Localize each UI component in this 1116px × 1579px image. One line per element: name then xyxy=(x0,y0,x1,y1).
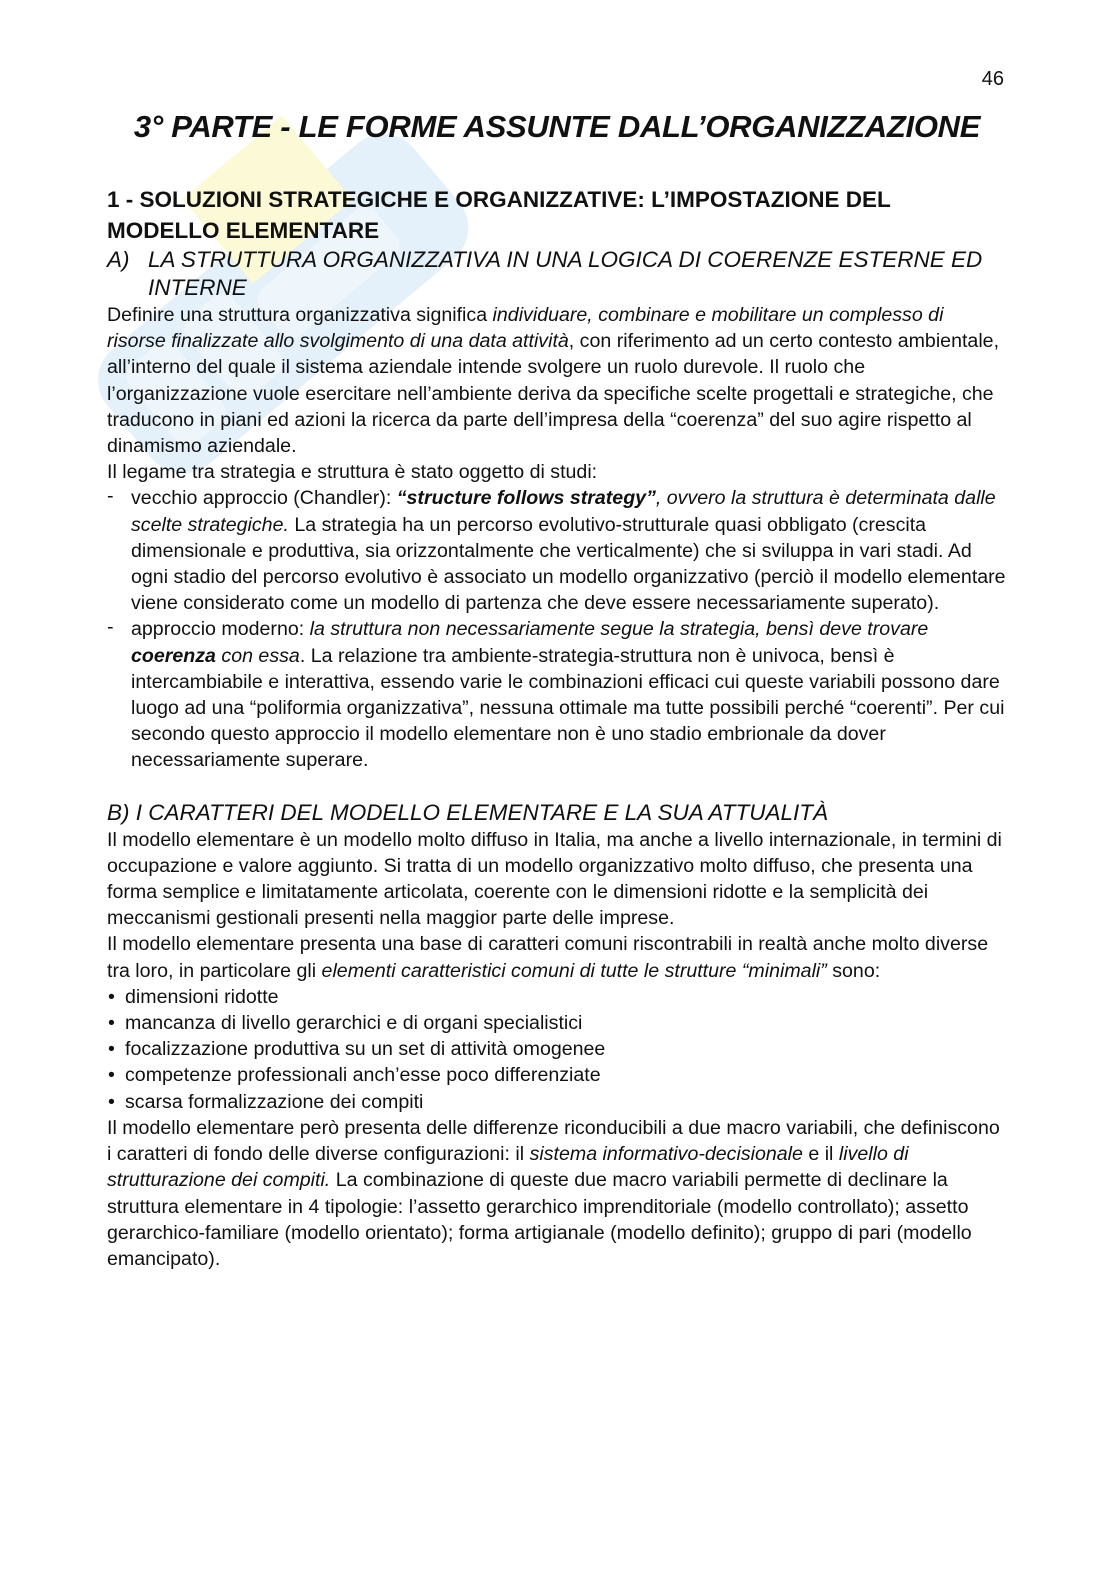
document-body xyxy=(107,108,1007,1272)
text-run: , con riferimento ad un certo contesto ambientale, all’interno del quale il sistema aziendale intende svolgere un ruolo durevole. Il ruolo che l’organizzazione vuole esercitare nell’ambiente deriva da specifiche scelte progettali e strategiche, che traducono in piani ed azioni la ricerca da parte dell’impresa della “coerenza” del suo agire rispetto al dinamismo aziendale. xyxy=(107,330,1000,458)
text-run: approccio moderno: xyxy=(131,618,310,641)
text-run: scarsa formalizzazione dei compiti xyxy=(125,1090,424,1113)
emphasis-run: elementi caratteristici comuni di tutte le strutture “minimali” xyxy=(321,959,827,982)
text-run: La combinazione di queste due macro variabili permette di declinare la struttura elementare in 4 tipologie: l’assetto gerarchico imprenditoriale (modello controllato); assetto gerarchico-familiare (modello orientato); forma artigianale (modello definito); gruppo di pari (modello emancipato). xyxy=(107,1169,972,1270)
bullet-marker: • xyxy=(108,1064,115,1087)
text-run: Definire una struttura organizzativa significa xyxy=(107,304,493,326)
list-item xyxy=(107,1036,1007,1062)
emphasis-run: coerenza xyxy=(131,644,216,667)
text-run: vecchio approccio (Chandler): xyxy=(131,487,397,510)
paragraph-macro-variables xyxy=(107,1115,1007,1272)
emphasis-run: individuare, combinare e mobilitare un complesso di risorse finalizzate allo svolgimento di una data attività xyxy=(107,304,944,353)
text-run: dimensioni ridotte xyxy=(125,985,279,1008)
paragraph-common-traits xyxy=(107,931,1007,983)
text-run: focalizzazione produttiva su un set di attività omogenee xyxy=(125,1038,606,1061)
list-item xyxy=(107,1062,1007,1088)
emphasis-run: con essa xyxy=(215,644,300,667)
bullet-marker: • xyxy=(108,1012,115,1035)
dash-marker: - xyxy=(107,616,114,639)
text-run: e il xyxy=(802,1143,839,1166)
list-item xyxy=(107,1010,1007,1036)
page-title: 3° PARTE - LE FORME ASSUNTE DALL’ORGANIZZAZIONE xyxy=(133,109,981,144)
subsection-a-label: A) xyxy=(107,247,130,272)
traits-list xyxy=(107,984,1007,1115)
section-b-heading: B) I CARATTERI DEL MODELLO ELEMENTARE E LA SUA ATTUALITÀ xyxy=(107,799,828,825)
subsection-a-heading xyxy=(107,246,1007,302)
list-item xyxy=(107,485,1007,616)
paragraph-definition xyxy=(107,302,1007,459)
emphasis-run: livello di strutturazione dei compiti. xyxy=(107,1143,909,1192)
text-run: mancanza di livello gerarchici e di organi specialistici xyxy=(125,1012,583,1035)
bullet-marker: • xyxy=(108,1038,115,1061)
approach-list xyxy=(107,485,1007,773)
list-item xyxy=(107,1089,1007,1115)
bullet-marker: • xyxy=(108,1090,115,1113)
emphasis-run: sistema informativo-decisionale xyxy=(529,1143,803,1166)
emphasis-run: la struttura non necessariamente segue la strategia, bensì deve trovare xyxy=(309,618,929,641)
text-run: competenze professionali anch’esse poco differenziate xyxy=(125,1064,601,1087)
dash-marker: - xyxy=(107,485,114,508)
emphasis-run: , ovvero la struttura è determinata dalle scelte strategiche. xyxy=(131,487,996,536)
list-item xyxy=(107,984,1007,1010)
bullet-marker: • xyxy=(108,985,115,1008)
paragraph-diffusion: Il modello elementare è un modello molto diffuso in Italia, ma anche a livello internazionale, in termini di occupazione e valore aggiunto. Si tratta di un modello organizzativo molto diffuso, che presenta una forma semplice e limitatamente articolata, coerente con le dimensioni ridotte e la semplicità dei meccanismi gestionali presenti nella maggior parte delle imprese. xyxy=(107,828,1002,930)
text-run: Il modello elementare presenta una base di caratteri comuni riscontrabili in realtà anche molto diverse tra loro, in particolare gli xyxy=(107,933,989,982)
subsection-a-text: LA STRUTTURA ORGANIZZATIVA IN UNA LOGICA DI COERENZE ESTERNE ED INTERNE xyxy=(148,247,983,300)
page-number: 46 xyxy=(981,68,1004,90)
section-1-heading: 1 - SOLUZIONI STRATEGICHE E ORGANIZZATIVE: L’IMPOSTAZIONE DEL MODELLO ELEMENTARE xyxy=(107,187,891,243)
paragraph-link-strategy: Il legame tra strategia e struttura è stato oggetto di studi: xyxy=(107,461,598,484)
text-run: La strategia ha un percorso evolutivo-strutturale quasi obbligato (crescita dimensionale e produttiva, sia orizzontalmente che verticalmente) che si sviluppa in vari stadi. Ad ogni stadio del percorso evolutivo è associato un modello organizzativo (perciò il modello elementare viene considerato come un modello di partenza che deve essere necessariamente superato). xyxy=(131,513,1006,615)
text-run: Il modello elementare però presenta delle differenze riconducibili a due macro variabili, che definiscono i caratteri di fondo delle diverse configurazioni: il xyxy=(107,1116,1000,1166)
text-run: . La relazione tra ambiente-strategia-struttura non è univoca, bensì è intercambiabile e interattiva, essendo varie le combinazioni efficaci cui queste variabili possono dare luogo ad una “poliformia organizzativa”, nessuna ottimale ma tutte possibili perché “coerenti”. Per cui secondo questo approccio il modello elementare non è uno stadio embrionale da dover necessariamente superare. xyxy=(131,644,1005,772)
emphasis-run: “structure follows strategy” xyxy=(396,487,656,510)
list-item xyxy=(107,616,1007,773)
text-run: sono: xyxy=(826,959,881,982)
